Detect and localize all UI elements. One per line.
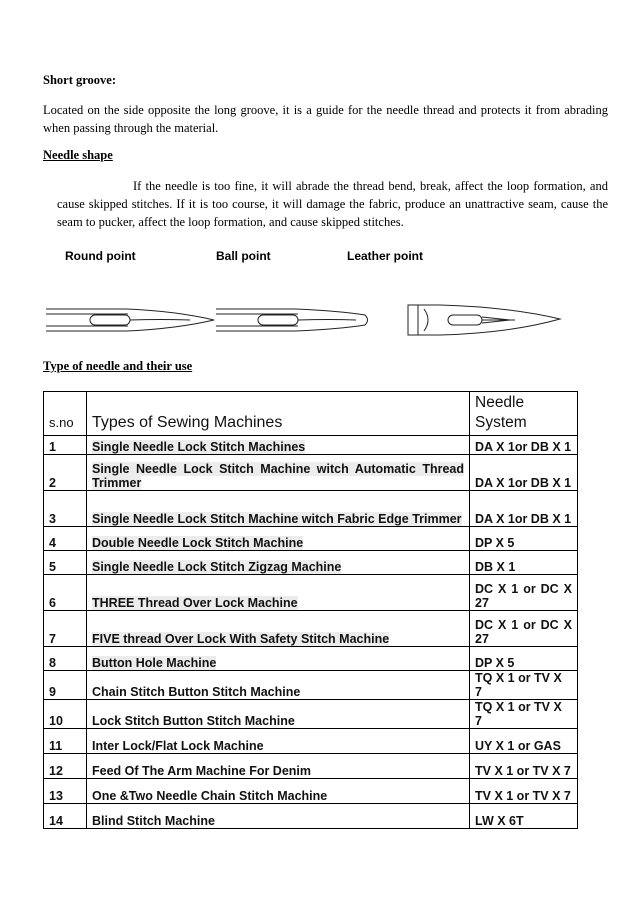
row-system: TQ X 1 or TV X 7 — [470, 671, 578, 700]
row-system: DA X 1or DB X 1 — [470, 455, 578, 491]
table-row — [44, 671, 578, 700]
row-sno: 9 — [44, 671, 87, 700]
table-row — [44, 436, 578, 455]
row-system: DB X 1 — [470, 551, 578, 575]
row-sno: 5 — [44, 551, 87, 575]
row-system: LW X 6T — [470, 804, 578, 829]
round-point-needle — [46, 309, 214, 331]
row-sno: 7 — [44, 611, 87, 647]
table-row — [44, 729, 578, 754]
row-system: UY X 1 or GAS — [470, 729, 578, 754]
table-row — [44, 551, 578, 575]
row-system: TQ X 1 or TV X 7 — [470, 700, 578, 729]
row-machine-text: Single Needle Lock Stitch Machine witch Fabric Edge Trimmer — [92, 512, 462, 526]
row-sno: 6 — [44, 575, 87, 611]
row-sno: 14 — [44, 804, 87, 829]
row-sno: 11 — [44, 729, 87, 754]
needle-shape-text: If the needle is too fine, it will abrade the thread bend, break, affect the loop formation, and cause skipped stitches. If it is too course, it will damage the fabric, produce an unattractive seam, cause the seam to pucker, affect the loop formation, and cause skipped stitches. — [57, 179, 608, 229]
row-system: DP X 5 — [470, 527, 578, 551]
row-machine: Blind Stitch Machine — [87, 804, 470, 829]
row-machine — [87, 647, 470, 671]
table-row — [44, 527, 578, 551]
row-system: TV X 1 or TV X 7 — [470, 754, 578, 779]
row-machine — [87, 491, 470, 527]
row-sno: 8 — [44, 647, 87, 671]
table-row — [44, 754, 578, 779]
table-row — [44, 455, 578, 491]
round-point-label: Round point — [65, 249, 136, 263]
row-system: DC X 1 or DC X 27 — [470, 611, 578, 647]
row-machine — [87, 551, 470, 575]
header-system-line1: Needle — [475, 394, 525, 411]
row-machine: Inter Lock/Flat Lock Machine — [87, 729, 470, 754]
header-sno: s.no — [44, 392, 87, 436]
row-machine: Feed Of The Arm Machine For Denim — [87, 754, 470, 779]
row-machine — [87, 527, 470, 551]
table-row — [44, 804, 578, 829]
short-groove-text: Located on the side opposite the long groove, it is a guide for the needle thread and protects it from abrading when passing through the material. — [43, 103, 608, 135]
short-groove-heading: Short groove: — [43, 73, 117, 87]
row-machine-text: FIVE thread Over Lock With Safety Stitch Machine — [92, 632, 390, 646]
row-system: TV X 1 or TV X 7 — [470, 779, 578, 804]
row-machine: One &Two Needle Chain Stitch Machine — [87, 779, 470, 804]
row-sno: 1 — [44, 436, 87, 455]
header-machine: Types of Sewing Machines — [87, 392, 470, 436]
ball-point-needle — [216, 309, 368, 331]
header-system-line2: System — [475, 414, 527, 431]
row-machine: Lock Stitch Button Stitch Machine — [87, 700, 470, 729]
table-row — [44, 575, 578, 611]
row-sno: 2 — [44, 455, 87, 491]
table-row — [44, 779, 578, 804]
ball-point-label: Ball point — [216, 249, 271, 263]
needle-shape-heading: Needle shape — [43, 148, 113, 162]
row-machine — [87, 611, 470, 647]
row-machine-text: Single Needle Lock Stitch Machine witch Automatic Thread Trimmer — [92, 462, 464, 490]
table-row — [44, 611, 578, 647]
table-row — [44, 491, 578, 527]
row-machine — [87, 455, 470, 491]
row-machine-text: THREE Thread Over Lock Machine — [92, 596, 298, 610]
row-system: DA X 1or DB X 1 — [470, 491, 578, 527]
row-sno: 4 — [44, 527, 87, 551]
leather-point-needle — [408, 305, 560, 335]
row-machine-text: Button Hole Machine — [92, 656, 217, 670]
needle-system-table — [43, 391, 578, 829]
row-system: DC X 1 or DC X 27 — [470, 575, 578, 611]
needle-diagrams — [40, 295, 580, 345]
table-row — [44, 700, 578, 729]
row-sno: 3 — [44, 491, 87, 527]
row-machine-text: Single Needle Lock Stitch Zigzag Machine — [92, 560, 342, 574]
needle-types-heading: Type of needle and their use — [43, 359, 193, 373]
row-machine-text: Double Needle Lock Stitch Machine — [92, 536, 304, 550]
row-machine — [87, 575, 470, 611]
table-row — [44, 647, 578, 671]
row-sno: 10 — [44, 700, 87, 729]
header-needle-system — [470, 392, 578, 436]
row-sno: 13 — [44, 779, 87, 804]
row-system: DA X 1or DB X 1 — [470, 436, 578, 455]
table-header-row — [44, 392, 578, 436]
row-machine: Chain Stitch Button Stitch Machine — [87, 671, 470, 700]
row-system: DP X 5 — [470, 647, 578, 671]
leather-point-label: Leather point — [347, 249, 424, 263]
row-machine-text: Single Needle Lock Stitch Machines — [92, 440, 306, 454]
row-machine — [87, 436, 470, 455]
row-sno: 12 — [44, 754, 87, 779]
